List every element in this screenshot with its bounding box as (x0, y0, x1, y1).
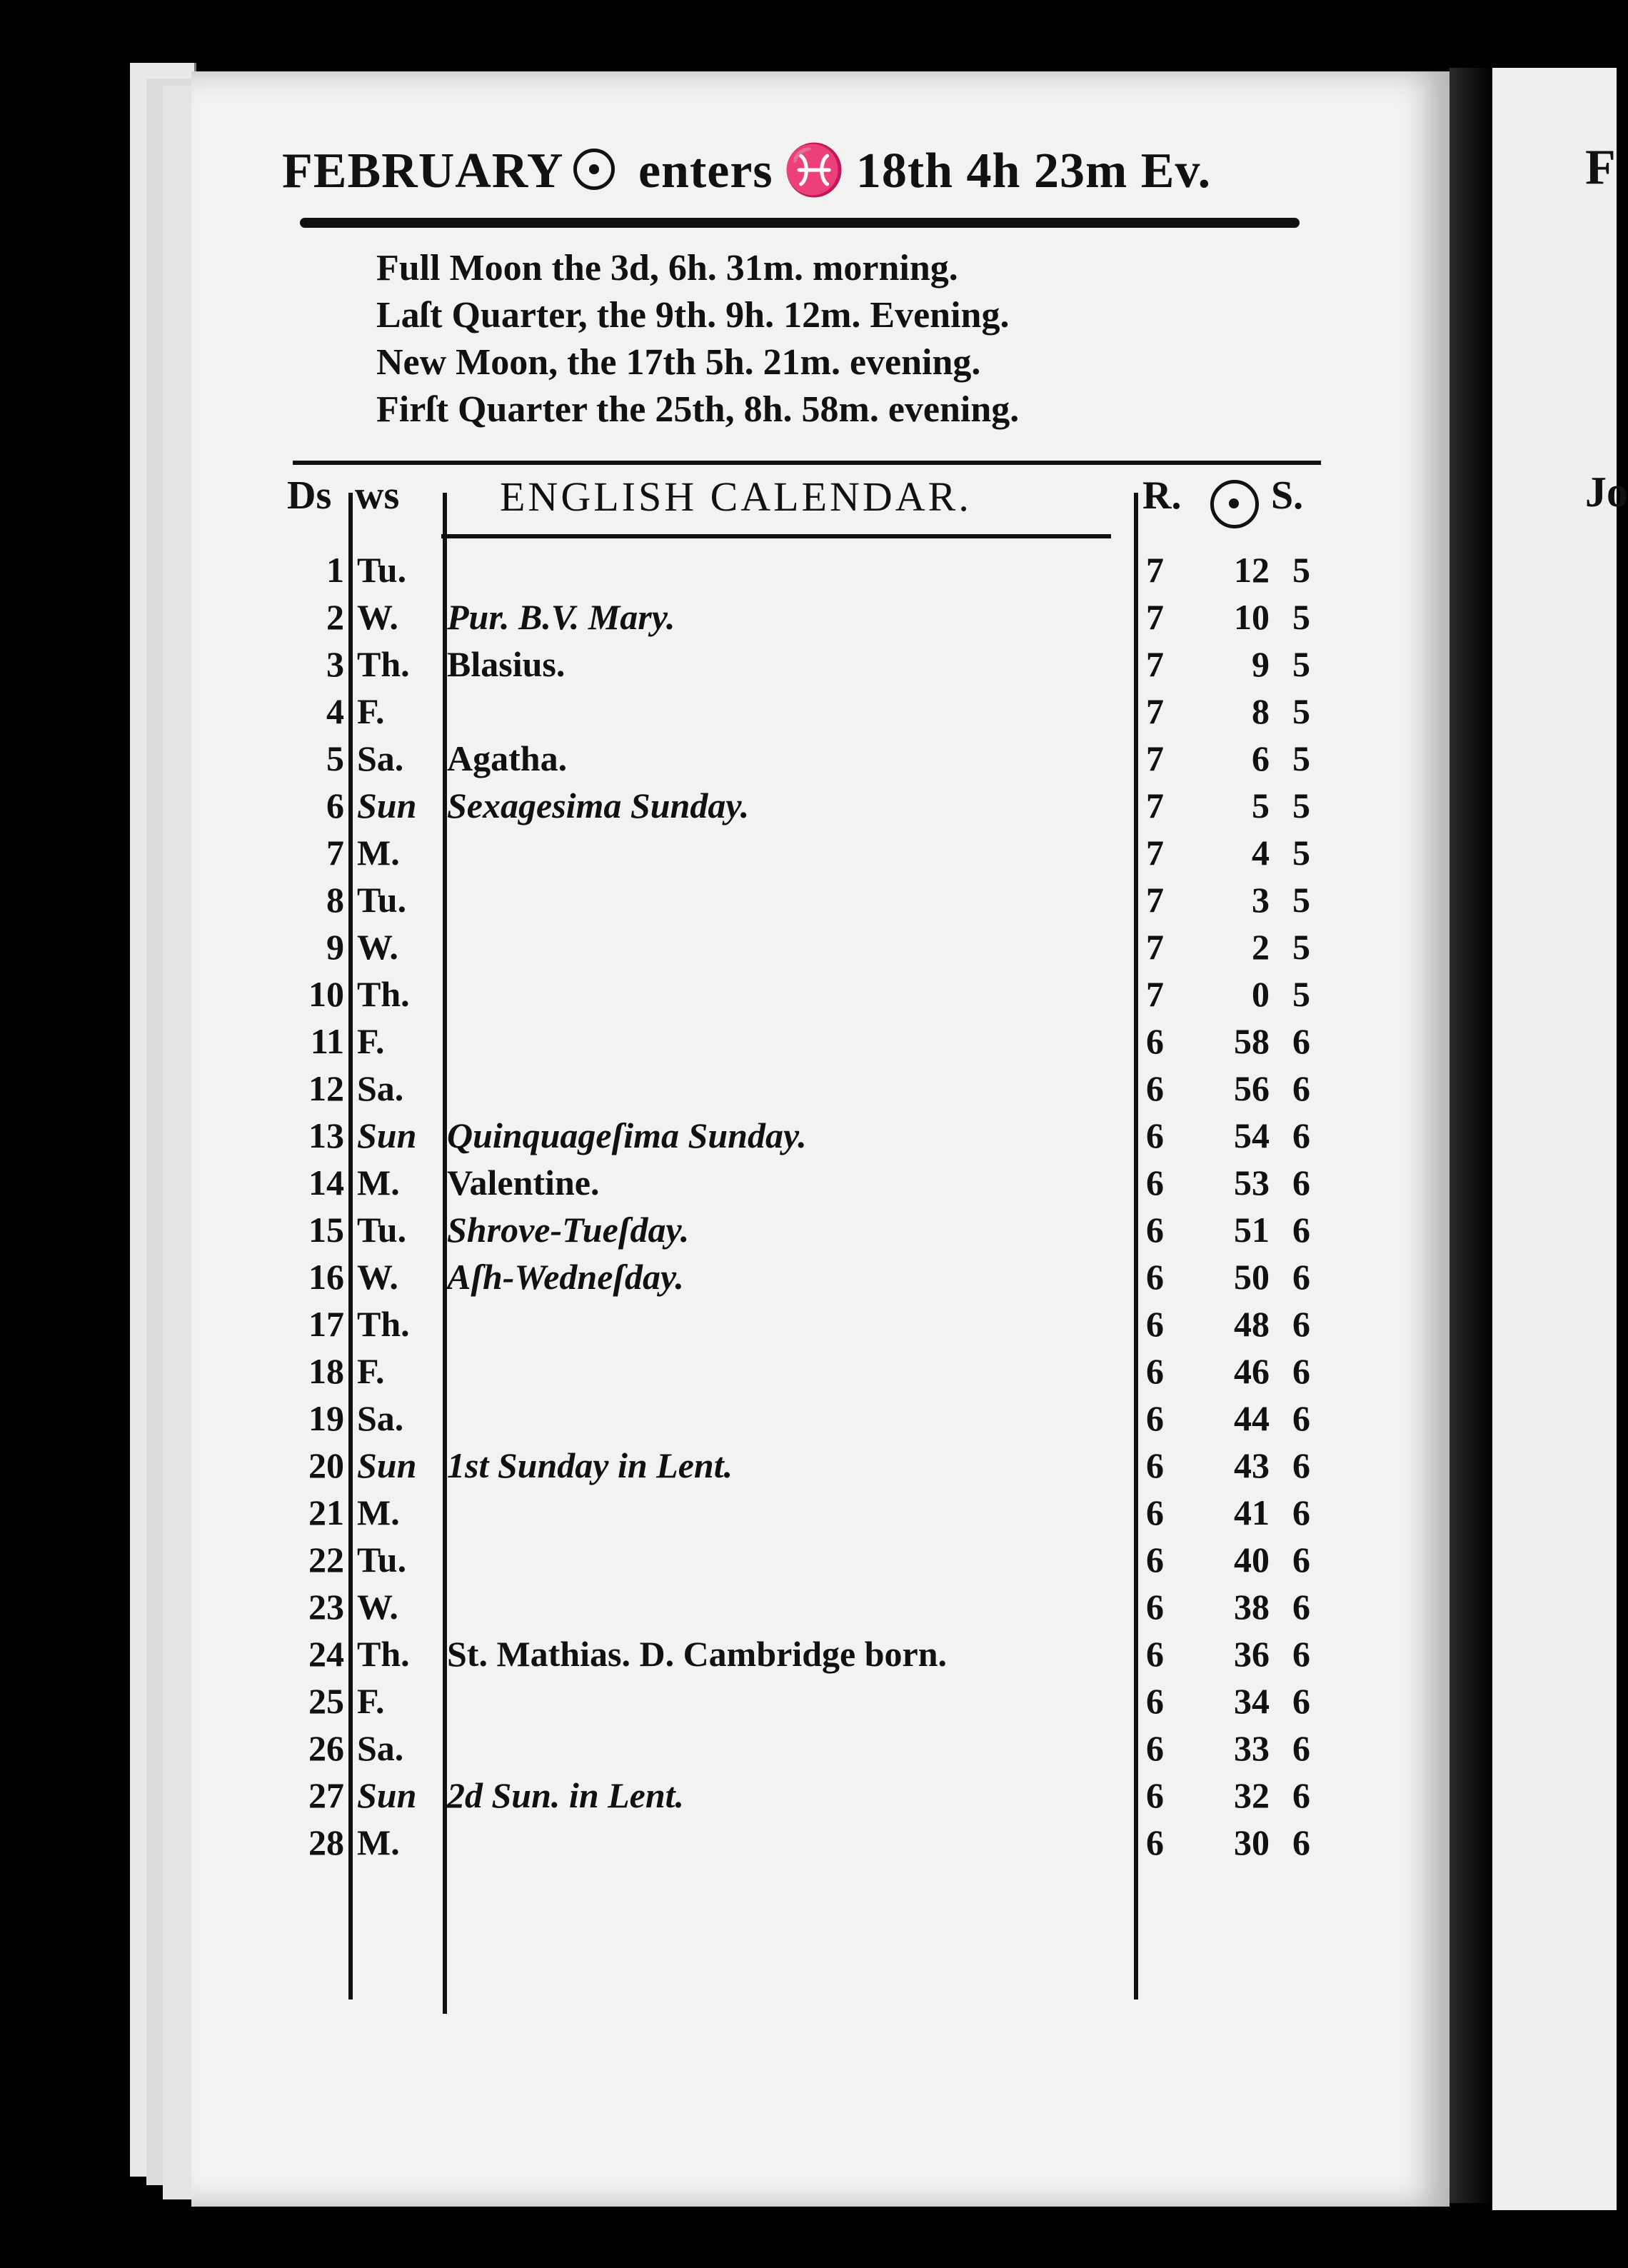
calendar-row (0, 1065, 1428, 1112)
calendar-row (0, 1725, 1428, 1772)
event-text: St. Mathias. D. Cambridge born. (447, 1634, 948, 1674)
sunrise-hour: 6 (1146, 1398, 1164, 1438)
sunrise-hour: 6 (1146, 1351, 1164, 1391)
sunrise-minute: 9 (1252, 644, 1270, 684)
sunrise-minute: 51 (1234, 1210, 1270, 1250)
day-number: 4 (326, 691, 344, 731)
calendar-row (0, 546, 1428, 593)
sunset-hour: 5 (1292, 927, 1310, 967)
sunrise-hour: 7 (1146, 550, 1164, 590)
calendar-row (0, 1772, 1428, 1819)
sun-enters-text: enters (638, 144, 773, 199)
sunrise-hour: 7 (1146, 738, 1164, 778)
calendar-row (0, 1300, 1428, 1348)
calendar-row (0, 829, 1428, 876)
day-number: 17 (308, 1304, 344, 1344)
sunrise-minute: 10 (1234, 597, 1270, 637)
sunrise-minute: 54 (1234, 1115, 1270, 1155)
weekday: Sun (357, 1775, 417, 1815)
sun-symbol-icon (573, 149, 615, 190)
sunrise-minute: 50 (1234, 1257, 1270, 1297)
sunset-hour: 5 (1292, 786, 1310, 826)
day-number: 3 (326, 644, 344, 684)
sunset-hour: 6 (1292, 1304, 1310, 1344)
event-text: Shrove-Tueſday. (447, 1210, 690, 1250)
weekday: F. (357, 1021, 385, 1061)
sunrise-hour: 7 (1146, 786, 1164, 826)
day-number: 20 (308, 1445, 344, 1485)
calendar-row (0, 876, 1428, 923)
sunrise-hour: 6 (1146, 1681, 1164, 1721)
sunrise-hour: 6 (1146, 1068, 1164, 1108)
sunrise-minute: 3 (1252, 880, 1270, 920)
sunrise-hour: 6 (1146, 1728, 1164, 1768)
sunrise-minute: 33 (1234, 1728, 1270, 1768)
sunset-hour: 5 (1292, 691, 1310, 731)
sunset-hour: 6 (1292, 1822, 1310, 1862)
sunrise-hour: 7 (1146, 974, 1164, 1014)
sun-entry-time: 18th 4h 23m Ev. (855, 144, 1212, 199)
event-text: Valentine. (447, 1163, 600, 1203)
weekday: M. (357, 833, 400, 873)
moon-phases (376, 245, 1305, 433)
sunrise-minute: 58 (1234, 1021, 1270, 1061)
col-header-weekday: ws (355, 473, 400, 518)
day-number: 19 (308, 1398, 344, 1438)
sunrise-minute: 43 (1234, 1445, 1270, 1485)
sunrise-hour: 7 (1146, 644, 1164, 684)
calendar-header-rule (441, 534, 1111, 538)
calendar-row (0, 782, 1428, 829)
sunrise-minute: 56 (1234, 1068, 1270, 1108)
weekday: W. (357, 1587, 398, 1627)
sunrise-minute: 38 (1234, 1587, 1270, 1627)
day-number: 11 (310, 1021, 344, 1061)
day-number: 9 (326, 927, 344, 967)
sunrise-hour: 7 (1146, 927, 1164, 967)
weekday: Tu. (357, 1210, 407, 1250)
col-header-days: Ds (287, 473, 332, 518)
sunrise-hour: 6 (1146, 1115, 1164, 1155)
weekday: M. (357, 1163, 400, 1203)
event-text: Blasius. (447, 644, 566, 684)
calendar-row (0, 1677, 1428, 1725)
day-number: 24 (308, 1634, 344, 1674)
sunrise-hour: 6 (1146, 1492, 1164, 1532)
sunset-hour: 5 (1292, 974, 1310, 1014)
weekday: Th. (357, 974, 410, 1014)
calendar-row (0, 1348, 1428, 1395)
event-text: Quinquageſima Sunday. (447, 1115, 807, 1155)
sunrise-minute: 32 (1234, 1775, 1270, 1815)
sunset-hour: 6 (1292, 1398, 1310, 1438)
sunset-hour: 6 (1292, 1445, 1310, 1485)
sunrise-hour: 6 (1146, 1775, 1164, 1815)
phase-new-moon: New Moon, the 17th 5h. 21m. evening. (376, 342, 981, 383)
sunrise-minute: 41 (1234, 1492, 1270, 1532)
weekday: W. (357, 597, 398, 637)
sunset-hour: 6 (1292, 1492, 1310, 1532)
calendar-row (0, 1159, 1428, 1206)
facing-page-title-fragment: F (1585, 140, 1616, 195)
sunset-hour: 6 (1292, 1775, 1310, 1815)
calendar-row (0, 1206, 1428, 1253)
calendar-row (0, 1112, 1428, 1159)
sunrise-minute: 8 (1252, 691, 1270, 731)
weekday: Th. (357, 1304, 410, 1344)
month-title (282, 141, 1325, 199)
day-number: 16 (308, 1257, 344, 1297)
calendar-row (0, 970, 1428, 1018)
sunset-hour: 5 (1292, 597, 1310, 637)
month-name: FEBRUARY (282, 144, 564, 199)
sunrise-minute: 6 (1252, 738, 1270, 778)
day-number: 28 (308, 1822, 344, 1862)
header-rule (293, 461, 1321, 465)
sunrise-hour: 6 (1146, 1634, 1164, 1674)
sunrise-minute: 30 (1234, 1822, 1270, 1862)
day-number: 15 (308, 1210, 344, 1250)
title-rule (300, 218, 1300, 228)
sunrise-minute: 2 (1252, 927, 1270, 967)
day-number: 14 (308, 1163, 344, 1203)
facing-page (1492, 68, 1628, 2210)
sunrise-hour: 7 (1146, 691, 1164, 731)
sunrise-minute: 40 (1234, 1540, 1270, 1580)
calendar-row (0, 1253, 1428, 1300)
sunrise-hour: 6 (1146, 1445, 1164, 1485)
pisces-sign-icon: ♓ (783, 144, 846, 199)
weekday: Tu. (357, 1540, 407, 1580)
sunrise-minute: 34 (1234, 1681, 1270, 1721)
day-number: 25 (308, 1681, 344, 1721)
day-number: 27 (308, 1775, 344, 1815)
sunset-hour: 5 (1292, 880, 1310, 920)
sunrise-hour: 6 (1146, 1257, 1164, 1297)
sunrise-hour: 6 (1146, 1210, 1164, 1250)
day-number: 12 (308, 1068, 344, 1108)
day-number: 6 (326, 786, 344, 826)
sunset-hour: 5 (1292, 738, 1310, 778)
book-gutter (1449, 68, 1492, 2203)
sunset-hour: 6 (1292, 1587, 1310, 1627)
sunset-hour: 5 (1292, 644, 1310, 684)
sunset-hour: 5 (1292, 550, 1310, 590)
weekday: W. (357, 927, 398, 967)
day-number: 21 (308, 1492, 344, 1532)
calendar-row (0, 641, 1428, 688)
event-text: Agatha. (447, 738, 568, 778)
sunset-hour: 6 (1292, 1068, 1310, 1108)
calendar-row (0, 1819, 1428, 1866)
day-number: 2 (326, 597, 344, 637)
sunrise-hour: 7 (1146, 880, 1164, 920)
sunrise-minute: 0 (1252, 974, 1270, 1014)
sunrise-minute: 46 (1234, 1351, 1270, 1391)
weekday: Th. (357, 1634, 410, 1674)
sunrise-minute: 12 (1234, 550, 1270, 590)
calendar-row (0, 735, 1428, 782)
sunset-hour: 5 (1292, 833, 1310, 873)
sunrise-hour: 6 (1146, 1304, 1164, 1344)
event-text: Pur. B.V. Mary. (447, 597, 675, 637)
day-number: 10 (308, 974, 344, 1014)
calendar-row (0, 688, 1428, 735)
facing-page-header-fragment: Jo (1585, 468, 1628, 516)
weekday: Sun (357, 1445, 417, 1485)
calendar-row (0, 923, 1428, 970)
sunset-hour: 6 (1292, 1351, 1310, 1391)
event-text: Aſh-Wedneſday. (447, 1257, 684, 1297)
calendar-row (0, 1536, 1428, 1583)
calendar-row (0, 1018, 1428, 1065)
event-text: Sexagesima Sunday. (447, 786, 750, 826)
sunset-hour: 6 (1292, 1681, 1310, 1721)
day-number: 7 (326, 833, 344, 873)
col-header-rises: R. (1142, 473, 1182, 518)
weekday: Tu. (357, 550, 407, 590)
weekday: Tu. (357, 880, 407, 920)
weekday: F. (357, 1351, 385, 1391)
weekday: F. (357, 691, 385, 731)
weekday: Sa. (357, 1068, 404, 1108)
calendar-row (0, 1630, 1428, 1677)
sunset-hour: 6 (1292, 1210, 1310, 1250)
sunrise-hour: 6 (1146, 1587, 1164, 1627)
phase-full-moon: Full Moon the 3d, 6h. 31m. morning. (376, 248, 958, 288)
weekday: Sa. (357, 1728, 404, 1768)
event-text: 1st Sunday in Lent. (447, 1445, 733, 1485)
day-number: 5 (326, 738, 344, 778)
sunrise-minute: 36 (1234, 1634, 1270, 1674)
weekday: Sun (357, 1115, 417, 1155)
sunset-hour: 6 (1292, 1257, 1310, 1297)
weekday: Th. (357, 644, 410, 684)
day-number: 13 (308, 1115, 344, 1155)
weekday: Sun (357, 786, 417, 826)
weekday: W. (357, 1257, 398, 1297)
day-number: 26 (308, 1728, 344, 1768)
sunrise-hour: 7 (1146, 833, 1164, 873)
sunrise-minute: 48 (1234, 1304, 1270, 1344)
day-number: 8 (326, 880, 344, 920)
sunrise-minute: 5 (1252, 786, 1270, 826)
sunrise-hour: 6 (1146, 1822, 1164, 1862)
weekday: M. (357, 1822, 400, 1862)
weekday: M. (357, 1492, 400, 1532)
calendar-row (0, 1489, 1428, 1536)
calendar-row (0, 593, 1428, 641)
phase-last-quarter: Laſt Quarter, the 9th. 9h. 12m. Evening. (376, 295, 1010, 336)
sunset-hour: 6 (1292, 1021, 1310, 1061)
calendar-row (0, 1395, 1428, 1442)
weekday: F. (357, 1681, 385, 1721)
weekday: Sa. (357, 738, 404, 778)
sunrise-hour: 6 (1146, 1163, 1164, 1203)
sunrise-minute: 53 (1234, 1163, 1270, 1203)
col-header-sets: S. (1271, 473, 1304, 518)
sun-rises-sets-icon (1210, 480, 1259, 528)
sunset-hour: 6 (1292, 1634, 1310, 1674)
sunset-hour: 6 (1292, 1540, 1310, 1580)
day-number: 22 (308, 1540, 344, 1580)
col-header-calendar: ENGLISH CALENDAR. (500, 473, 972, 520)
calendar-row (0, 1583, 1428, 1630)
weekday: Sa. (357, 1398, 404, 1438)
sunset-hour: 6 (1292, 1115, 1310, 1155)
sunset-hour: 6 (1292, 1163, 1310, 1203)
day-number: 23 (308, 1587, 344, 1627)
phase-first-quarter: Firſt Quarter the 25th, 8h. 58m. evening. (376, 389, 1020, 430)
event-text: 2d Sun. in Lent. (447, 1775, 685, 1815)
day-number: 1 (326, 550, 344, 590)
sunrise-hour: 7 (1146, 597, 1164, 637)
sunrise-hour: 6 (1146, 1021, 1164, 1061)
sunrise-minute: 44 (1234, 1398, 1270, 1438)
sunset-hour: 6 (1292, 1728, 1310, 1768)
calendar-row (0, 1442, 1428, 1489)
sunrise-hour: 6 (1146, 1540, 1164, 1580)
sunrise-minute: 4 (1252, 833, 1270, 873)
day-number: 18 (308, 1351, 344, 1391)
